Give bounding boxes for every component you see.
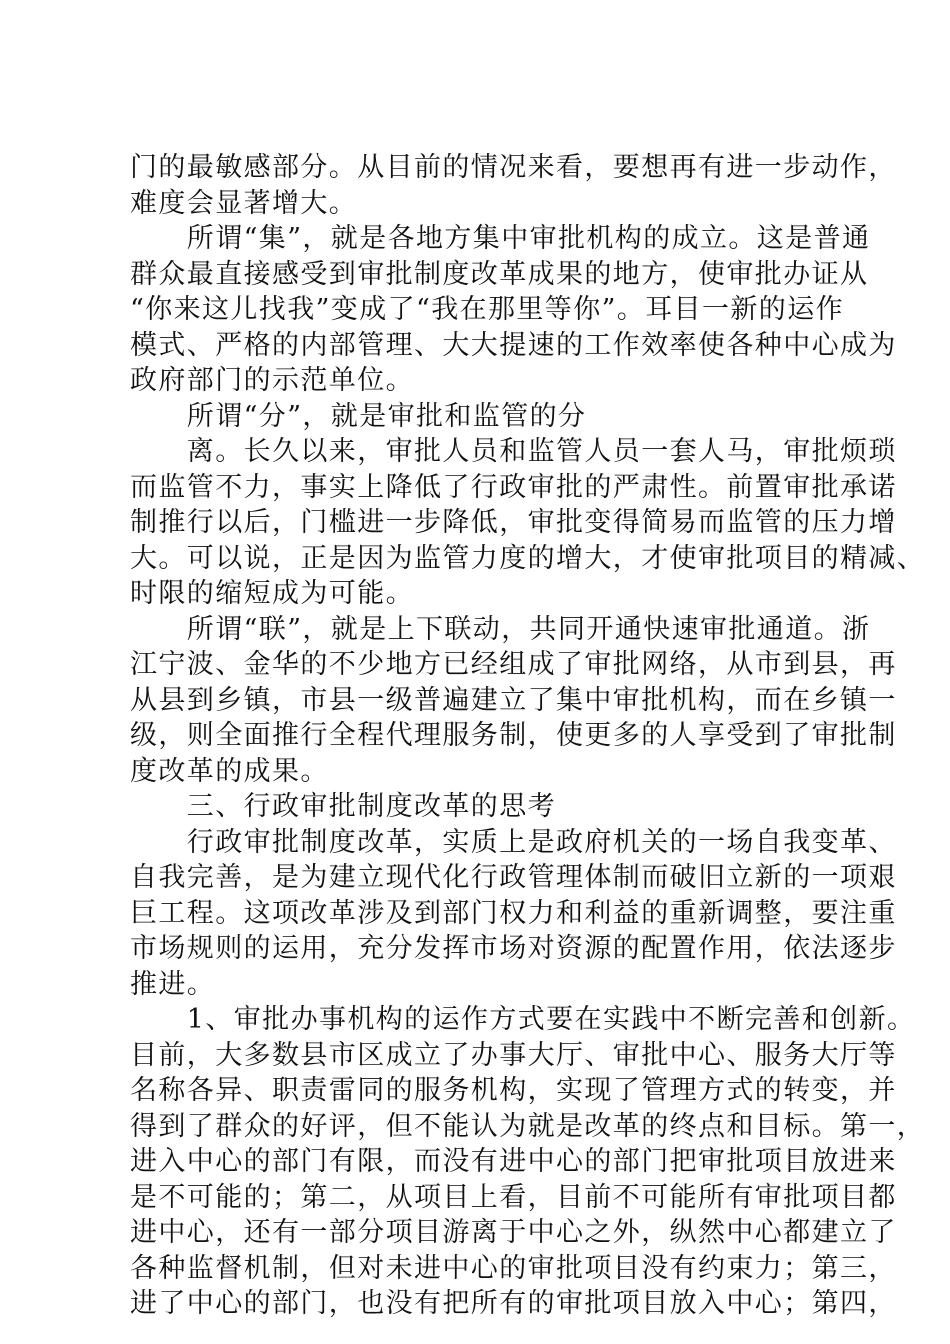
text-line: 级，则全面推行全程代理服务制，使更多的人享受到了审批制 [130,720,897,751]
text-line: 所谓“分”，就是审批和监管的分 [130,400,587,432]
text-line: 市场规则的运用，充分发挥市场对资源的配置作用，依法逐步 [130,933,897,964]
text-line: 1、审批办事机构的运作方式要在实践中不断完善和创新。 [130,1004,916,1035]
section-heading: 三、行政审批制度改革的思考 [130,791,556,822]
text-line: 进中心，还有一部分项目游离于中心之外，纵然中心都建立了 [130,1217,897,1248]
text-line: 江宁波、金华的不少地方已经组成了审批网络，从市到县，再 [130,649,897,680]
text-line: 进入中心的部门有限，而没有进中心的部门把审批项目放进来 [130,1146,897,1177]
text-line: 各种监督机制，但对未进中心的审批项目没有约束力；第三， [130,1252,897,1284]
text-line: 群众最直接感受到审批制度改革成果的地方，使审批办证从 [130,258,869,290]
text-line: “你来这儿找我”变成了“我在那里等你”。耳目一新的运作 [130,294,845,325]
text-line: 度改革的成果。 [130,755,329,787]
text-line: 推进。 [130,968,216,1000]
text-line: 所谓“集”，就是各地方集中审批机构的成立。这是普通 [130,223,871,254]
body-text [130,150,926,1322]
text-line: 进了中心的部门，也没有把所有的审批项目放入中心；第四， [130,1288,897,1319]
text-line: 巨工程。这项改革涉及到部门权力和利益的重新调整，要注重 [130,897,897,929]
text-line: 模式、严格的内部管理、大大提速的工作效率使各种中心成为 [130,329,897,361]
text-line: 离。长久以来，审批人员和监管人员一套人马，审批烦琐 [130,436,897,467]
text-line: 政府部门的示范单位。 [130,365,414,396]
text-line: 是不可能的；第二，从项目上看，目前不可能所有审批项目都 [130,1181,897,1213]
text-line: 行政审批制度改革，实质上是政府机关的一场自我变革、 [130,826,897,858]
text-line: 从县到乡镇，市县一级普遍建立了集中审批机构，而在乡镇一 [130,684,897,716]
text-line: 得到了群众的好评，但不能认为就是改革的终点和目标。第一， [130,1110,926,1142]
text-line: 名称各异、职责雷同的服务机构，实现了管理方式的转变，并 [130,1075,897,1106]
text-line: 大。可以说，正是因为监管力度的增大，才使审批项目的精减、 [130,542,926,574]
text-line: 门的最敏感部分。从目前的情况来看，要想再有进一步动作， [130,152,897,183]
text-line: 制推行以后，门槛进一步降低，审批变得简易而监管的压力增 [130,507,897,538]
text-line: 自我完善，是为建立现代化行政管理体制而破旧立新的一项艰 [130,862,897,893]
text-line: 难度会显著增大。 [130,187,358,219]
text-line: 时限的缩短成为可能。 [130,578,414,609]
text-line: 所谓“联”，就是上下联动，共同开通快速审批通道。浙 [130,613,871,645]
text-line: 而监管不力，事实上降低了行政审批的严肃性。前置审批承诺 [130,471,897,503]
text-line: 目前，大多数县市区成立了办事大厅、审批中心、服务大厅等 [130,1039,897,1071]
